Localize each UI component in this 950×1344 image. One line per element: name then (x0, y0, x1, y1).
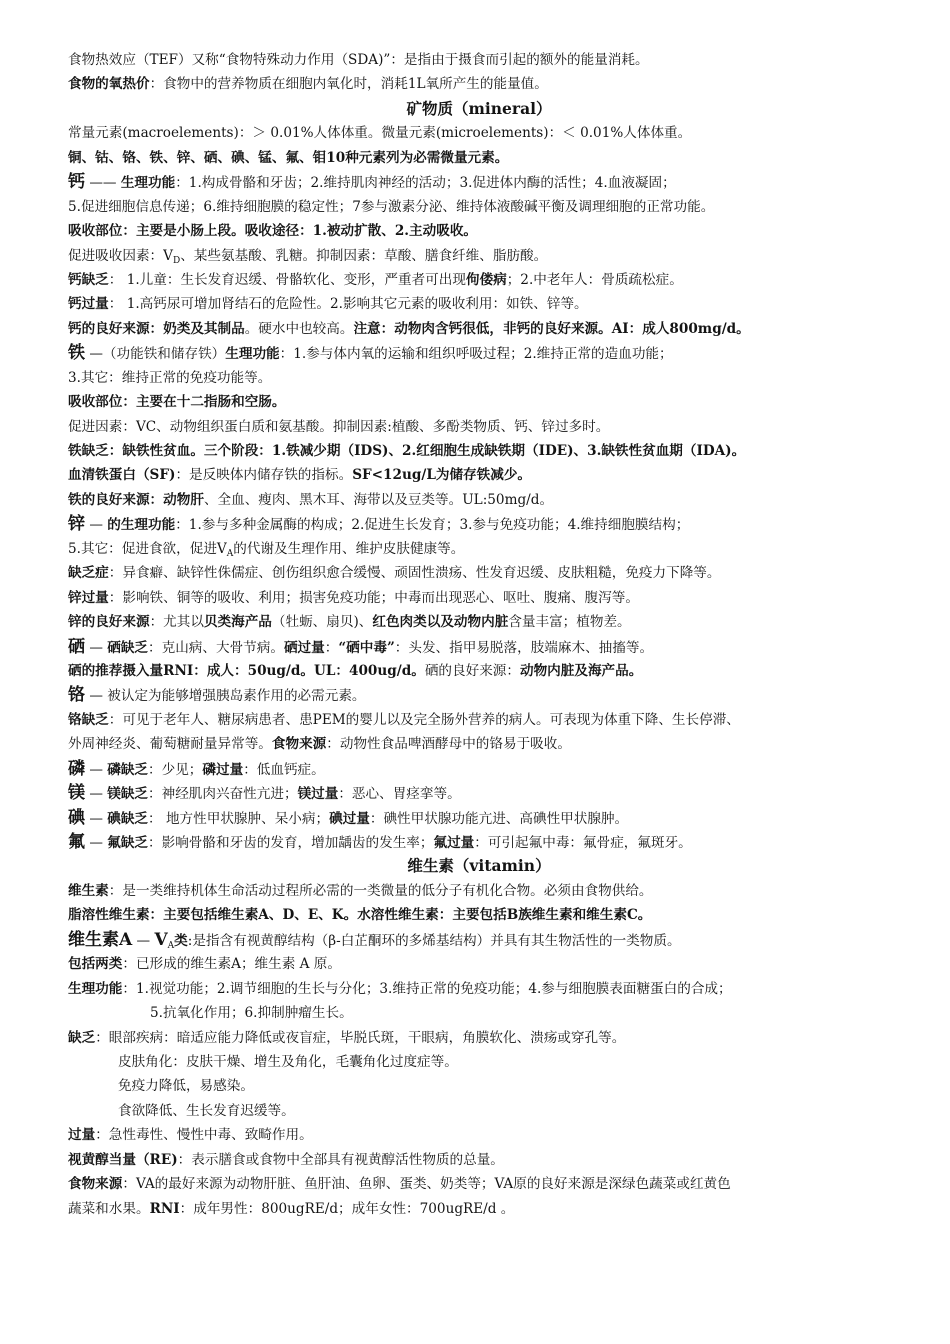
element-symbol: 碘 (68, 807, 85, 828)
text-line (68, 952, 890, 976)
text-segment: 、某些氨基酸、乳糖。抑制因素：草酸、膳食纤维、脂肪酸。 (180, 247, 548, 264)
text-line (68, 781, 890, 805)
text-segment: — (85, 639, 108, 656)
text-segment: ： 1.儿童：生长发育迟缓、骨骼软化、变形，严重者可出现 (108, 271, 466, 288)
text-segment: ：VA的最好来源为动物肝脏、鱼肝油、鱼卵、蛋类、奶类等；VA原的良好来源是深绿色蔬菜或红黄色 (122, 1176, 731, 1193)
text-segment: ：急性毒性、慢性中毒、致畸作用。 (95, 1127, 313, 1144)
text-segment: ：可见于老年人、糖尿病患者、患PEM的婴儿以及完全肠外营养的病人。可表现为体重下降、生长停滞、 (108, 711, 740, 728)
text-line (68, 830, 890, 854)
text-segment: 5.抗氧化作用；6.抑制肿瘤生长。 (150, 1005, 353, 1022)
text-segment: 视黄醇当量（RE) (68, 1151, 178, 1168)
text-segment: 贝类海产品 (203, 614, 272, 631)
text-segment: 常量元素(macroelements)：＞ 0.01%人体体重。微量元素(microelements)：＜ 0.01%人体体重。 (68, 125, 692, 142)
text-segment: 氟过量 (433, 835, 475, 851)
text-segment: ：碘性甲状腺功能亢进、高碘性甲状腺肿。 (369, 810, 629, 827)
text-line (68, 72, 890, 96)
text-line (68, 708, 890, 732)
text-line (68, 757, 890, 781)
text-segment: ：可引起氟中毒：氟骨症，氟斑牙。 (474, 835, 692, 851)
text-segment: ：1.参与体内氧的运输和组织呼吸过程；2.维持正常的造血功能； (279, 346, 673, 363)
text-segment: 缺乏症 (68, 565, 109, 582)
text-line (68, 1050, 890, 1074)
element-symbol: 钙 (68, 172, 85, 193)
text-segment: — (85, 835, 108, 851)
text-line (68, 341, 890, 365)
element-symbol: 铬 (68, 685, 85, 706)
text-segment: 钙缺乏 (68, 271, 109, 288)
text-segment: ：异食癖、缺锌性侏儒症、创伤组织愈合缓慢、顽固性溃疡、性发育迟缓、皮肤粗糙，免疫力下降等。 (108, 565, 721, 582)
text-segment: 促进因素：VC、动物组织蛋白质和氨基酸。抑制因素:植酸、多酚类物质、钙、锌过多时。 (68, 418, 610, 435)
text-segment: 红色肉类以及动物内脏 (372, 614, 509, 631)
element-symbol: 铁 (68, 343, 85, 364)
text-segment: 动物肝 (163, 491, 204, 508)
text-segment: — (85, 810, 108, 827)
text-segment: ：眼部疾病：暗适应能力降低或夜盲症，毕脱氏斑，干眼病，角膜软化、溃疡或穿孔等。 (95, 1029, 626, 1046)
text-segment: 过量 (68, 1127, 96, 1144)
text-segment: :是指含有视黄醇结构（β-白芷酮环的多烯基结构）并具有其生物活性的一类物质。 (187, 932, 681, 949)
text-segment: 注意：动物肉含钙很低，非钙的良好来源。AI：成人800mg/d。 (353, 320, 750, 337)
text-line (68, 195, 890, 219)
text-line (68, 1197, 890, 1221)
text-line (68, 903, 890, 927)
text-line (68, 317, 890, 341)
text-line (68, 97, 890, 121)
subscript: A (167, 940, 175, 951)
text-line (68, 977, 890, 1001)
text-segment: “硒中毒” (338, 639, 395, 656)
text-body (68, 48, 890, 1221)
text-segment: 钙过量 (68, 296, 109, 313)
text-line (68, 683, 890, 707)
text-segment: 3.其它：维持正常的免疫功能等。 (68, 369, 272, 386)
text-segment: ： (324, 639, 339, 656)
text-segment: 食物的氧热价 (68, 76, 150, 93)
text-segment: ：已形成的维生素A；维生素 A 原。 (122, 956, 341, 973)
text-segment: 铁的良好来源： (68, 491, 164, 508)
text-segment: 硒缺乏 (107, 639, 149, 656)
text-line (68, 1026, 890, 1050)
text-segment: 硒的推荐摄入量RNI：成人：50ug/d。UL：400ug/d。 (68, 662, 425, 679)
text-segment: 生理功能 (120, 175, 176, 192)
text-segment: 磷缺乏 (107, 761, 149, 778)
text-segment: — (85, 786, 108, 803)
text-segment: 的生理功能 (107, 517, 176, 534)
element-symbol: 氟 (68, 832, 85, 852)
text-segment: 维生素 (68, 882, 109, 899)
text-segment: 硒的良好来源： (424, 662, 520, 679)
text-segment: ：动物性食品啤酒酵母中的铬易于吸收。 (326, 736, 571, 753)
text-segment: 生理功能 (68, 980, 123, 997)
text-segment: （牡蛎、扇贝)、 (271, 614, 373, 631)
text-segment: ：尤其以 (149, 614, 204, 631)
text-segment: ：克山病、大骨节病。 (148, 639, 284, 656)
text-segment: 食物来源 (68, 1176, 123, 1193)
text-line (68, 659, 890, 683)
text-segment: 磷过量 (202, 761, 244, 778)
text-segment: 食物热效应（TEF）又称“食物特殊动力作用（SDA)”：是指由于摄食而引起的额外的能量消耗。 (68, 52, 649, 68)
text-segment: 5.其它：促进食欲，促进V (68, 540, 227, 557)
text-segment: 脂溶性维生素：主要包括维生素A、D、E、K。水溶性维生素：主要包括B族维生素和维生素C。 (68, 907, 652, 924)
text-segment: 缺乏 (68, 1029, 96, 1046)
element-symbol: 锌 (68, 514, 85, 535)
text-segment: ： 地方性甲状腺肿、呆小病； (148, 810, 330, 827)
text-segment: ：是反映体内储存铁的指标。 (175, 467, 353, 484)
text-line (68, 1074, 890, 1098)
text-segment: 锌的良好来源 (68, 614, 150, 631)
text-line (68, 610, 890, 634)
text-line (68, 268, 890, 292)
text-segment: RNI (149, 1200, 180, 1217)
text-segment: 佝偻病 (465, 271, 507, 288)
text-segment: ：1.参与多种金属酶的构成；2.促进生长发育；3.参与免疫功能；4.维持细胞膜结构； (175, 517, 690, 534)
text-segment: 吸收部位：主要在十二指肠和空肠。 (68, 394, 286, 411)
text-segment: 包括两类 (68, 956, 123, 973)
element-symbol: 镁 (68, 783, 85, 804)
text-line (68, 146, 890, 170)
text-segment: 铁缺乏：缺铁性贫血。三个阶段：1.铁减少期（IDS)、2.红细胞生成缺铁期（IDE)、3.缺铁性贫血期（IDA)。 (68, 443, 746, 459)
text-line (68, 1148, 890, 1172)
text-line (68, 463, 890, 487)
text-segment: ：少见； (148, 761, 203, 778)
text-segment: 硒过量 (283, 639, 325, 656)
text-segment: ：影响铁、铜等的吸收、利用；损害免疫功能；中毒而出现恶心、呕吐、腹痛、腹泻等。 (108, 589, 639, 606)
text-segment: ；2.中老年人：骨质疏松症。 (506, 271, 683, 288)
text-segment: ：食物中的营养物质在细胞内氧化时，消耗1L氧所产生的能量值。 (149, 76, 548, 93)
text-line (68, 512, 890, 536)
text-segment: SF<12ug/L为储存铁减少。 (352, 467, 532, 484)
text-segment: 含量丰富；植物差。 (508, 614, 631, 631)
text-segment: 蔬菜和水果。 (68, 1200, 150, 1217)
text-segment: 外周神经炎、葡萄糖耐量异常等。 (68, 736, 272, 753)
text-line (68, 121, 890, 145)
text-segment: 生理功能 (225, 346, 280, 363)
text-segment: 促进吸收因素：V (68, 247, 173, 264)
element-symbol: 维生素A (68, 929, 133, 950)
text-line (68, 1172, 890, 1196)
text-segment: 钙的良好来源：奶类及其制品 (68, 320, 245, 337)
text-segment: ： 1.高钙尿可增加肾结石的危险性。2.影响其它元素的吸收利用：如铁、锌等。 (108, 296, 588, 313)
text-segment: ：表示膳食或食物中全部具有视黄醇活性物质的总量。 (177, 1151, 504, 1168)
text-segment: 、全血、瘦肉、黑木耳、海带以及豆类等。UL:50mg/d。 (203, 491, 554, 508)
text-segment: ：恶心、胃痉挛等。 (338, 786, 461, 803)
subscript: D (172, 255, 181, 266)
text-segment: 食欲降低、生长发育迟缓等。 (118, 1102, 295, 1119)
text-segment: 氟缺乏 (107, 835, 149, 851)
subscript: A (226, 548, 234, 559)
text-segment: 碘缺乏 (107, 810, 149, 827)
text-segment: ：头发、指甲易脱落，肢端麻木、抽搐等。 (394, 639, 654, 656)
text-line (68, 219, 890, 243)
text-line (68, 1099, 890, 1123)
text-segment: 类 (174, 932, 188, 949)
text-segment: 5.促进细胞信息传递；6.维持细胞膜的稳定性；7参与激素分泌、维持体液酸碱平衡及调理细胞的正常功能。 (68, 198, 715, 215)
text-segment: ：1.视觉功能；2.调节细胞的生长与分化；3.维持正常的免疫功能；4.参与细胞膜表面糖蛋白的合成； (122, 980, 732, 997)
text-line (68, 1123, 890, 1147)
text-segment: ：神经肌肉兴奋性亢进； (148, 786, 298, 803)
text-segment: ：1.构成骨骼和牙齿；2.维持肌肉神经的活动；3.促进体内酶的活性；4.血液凝固； (175, 175, 676, 192)
text-segment: ：成年男性：800ugRE/d；成年女性：700ugRE/d 。 (179, 1200, 515, 1217)
text-segment: —— (85, 175, 121, 192)
text-line (68, 170, 890, 194)
element-symbol: V (154, 929, 168, 950)
text-segment: 食物来源 (271, 736, 327, 753)
element-symbol: 磷 (68, 758, 85, 779)
section-heading: 维生素（vitamin） (407, 856, 551, 876)
text-segment: — 被认定为能够增强胰岛素作用的必需元素。 (85, 688, 366, 705)
text-segment: 锌过量 (68, 589, 109, 606)
text-line (68, 732, 890, 756)
text-line (68, 244, 890, 268)
text-line (68, 390, 890, 414)
section-heading: 矿物质（mineral） (406, 98, 552, 118)
text-segment: 动物内脏及海产品。 (519, 662, 643, 679)
text-segment: — (85, 761, 108, 778)
text-segment: 皮肤角化：皮肤干燥、增生及角化，毛囊角化过度症等。 (118, 1053, 458, 1070)
element-symbol: 硒 (68, 636, 85, 657)
text-segment: 的代谢及生理作用、维护皮肤健康等。 (233, 540, 465, 557)
text-segment: 免疫力降低，易感染。 (118, 1078, 254, 1095)
text-segment: 铬缺乏 (68, 711, 109, 728)
text-segment: 镁过量 (297, 786, 339, 803)
text-segment: ：影响骨骼和牙齿的发育，增加龋齿的发生率； (148, 835, 434, 851)
text-segment: — (85, 517, 108, 534)
text-line (68, 806, 890, 830)
text-segment: 铜、钴、铬、铁、锌、硒、碘、锰、氟、钼10种元素列为必需微量元素。 (68, 149, 509, 166)
text-line (68, 854, 890, 878)
text-line (68, 879, 890, 903)
text-segment: 碘过量 (329, 810, 370, 827)
text-line (68, 928, 890, 952)
text-line (68, 635, 890, 659)
text-line (68, 439, 890, 463)
text-segment: 血清铁蛋白（SF) (68, 467, 176, 484)
text-segment: ：低血钙症。 (243, 761, 325, 778)
text-line (68, 366, 890, 390)
text-line (68, 48, 890, 72)
text-line (68, 561, 890, 585)
text-line (68, 415, 890, 439)
text-line (68, 1001, 890, 1025)
text-segment: ：是一类维持机体生命活动过程所必需的一类微量的低分子有机化合物。必须由食物供给。 (108, 882, 653, 899)
text-line (68, 292, 890, 316)
text-line (68, 586, 890, 610)
text-segment: —（功能铁和储存铁） (85, 346, 226, 363)
text-segment: 。硬水中也较高。 (244, 320, 354, 337)
text-segment: — (132, 932, 155, 949)
text-segment: 吸收部位：主要是小肠上段。吸收途径：1.被动扩散、2.主动吸收。 (68, 223, 478, 240)
text-line (68, 488, 890, 512)
text-line (68, 537, 890, 561)
text-segment: 镁缺乏 (107, 786, 149, 803)
